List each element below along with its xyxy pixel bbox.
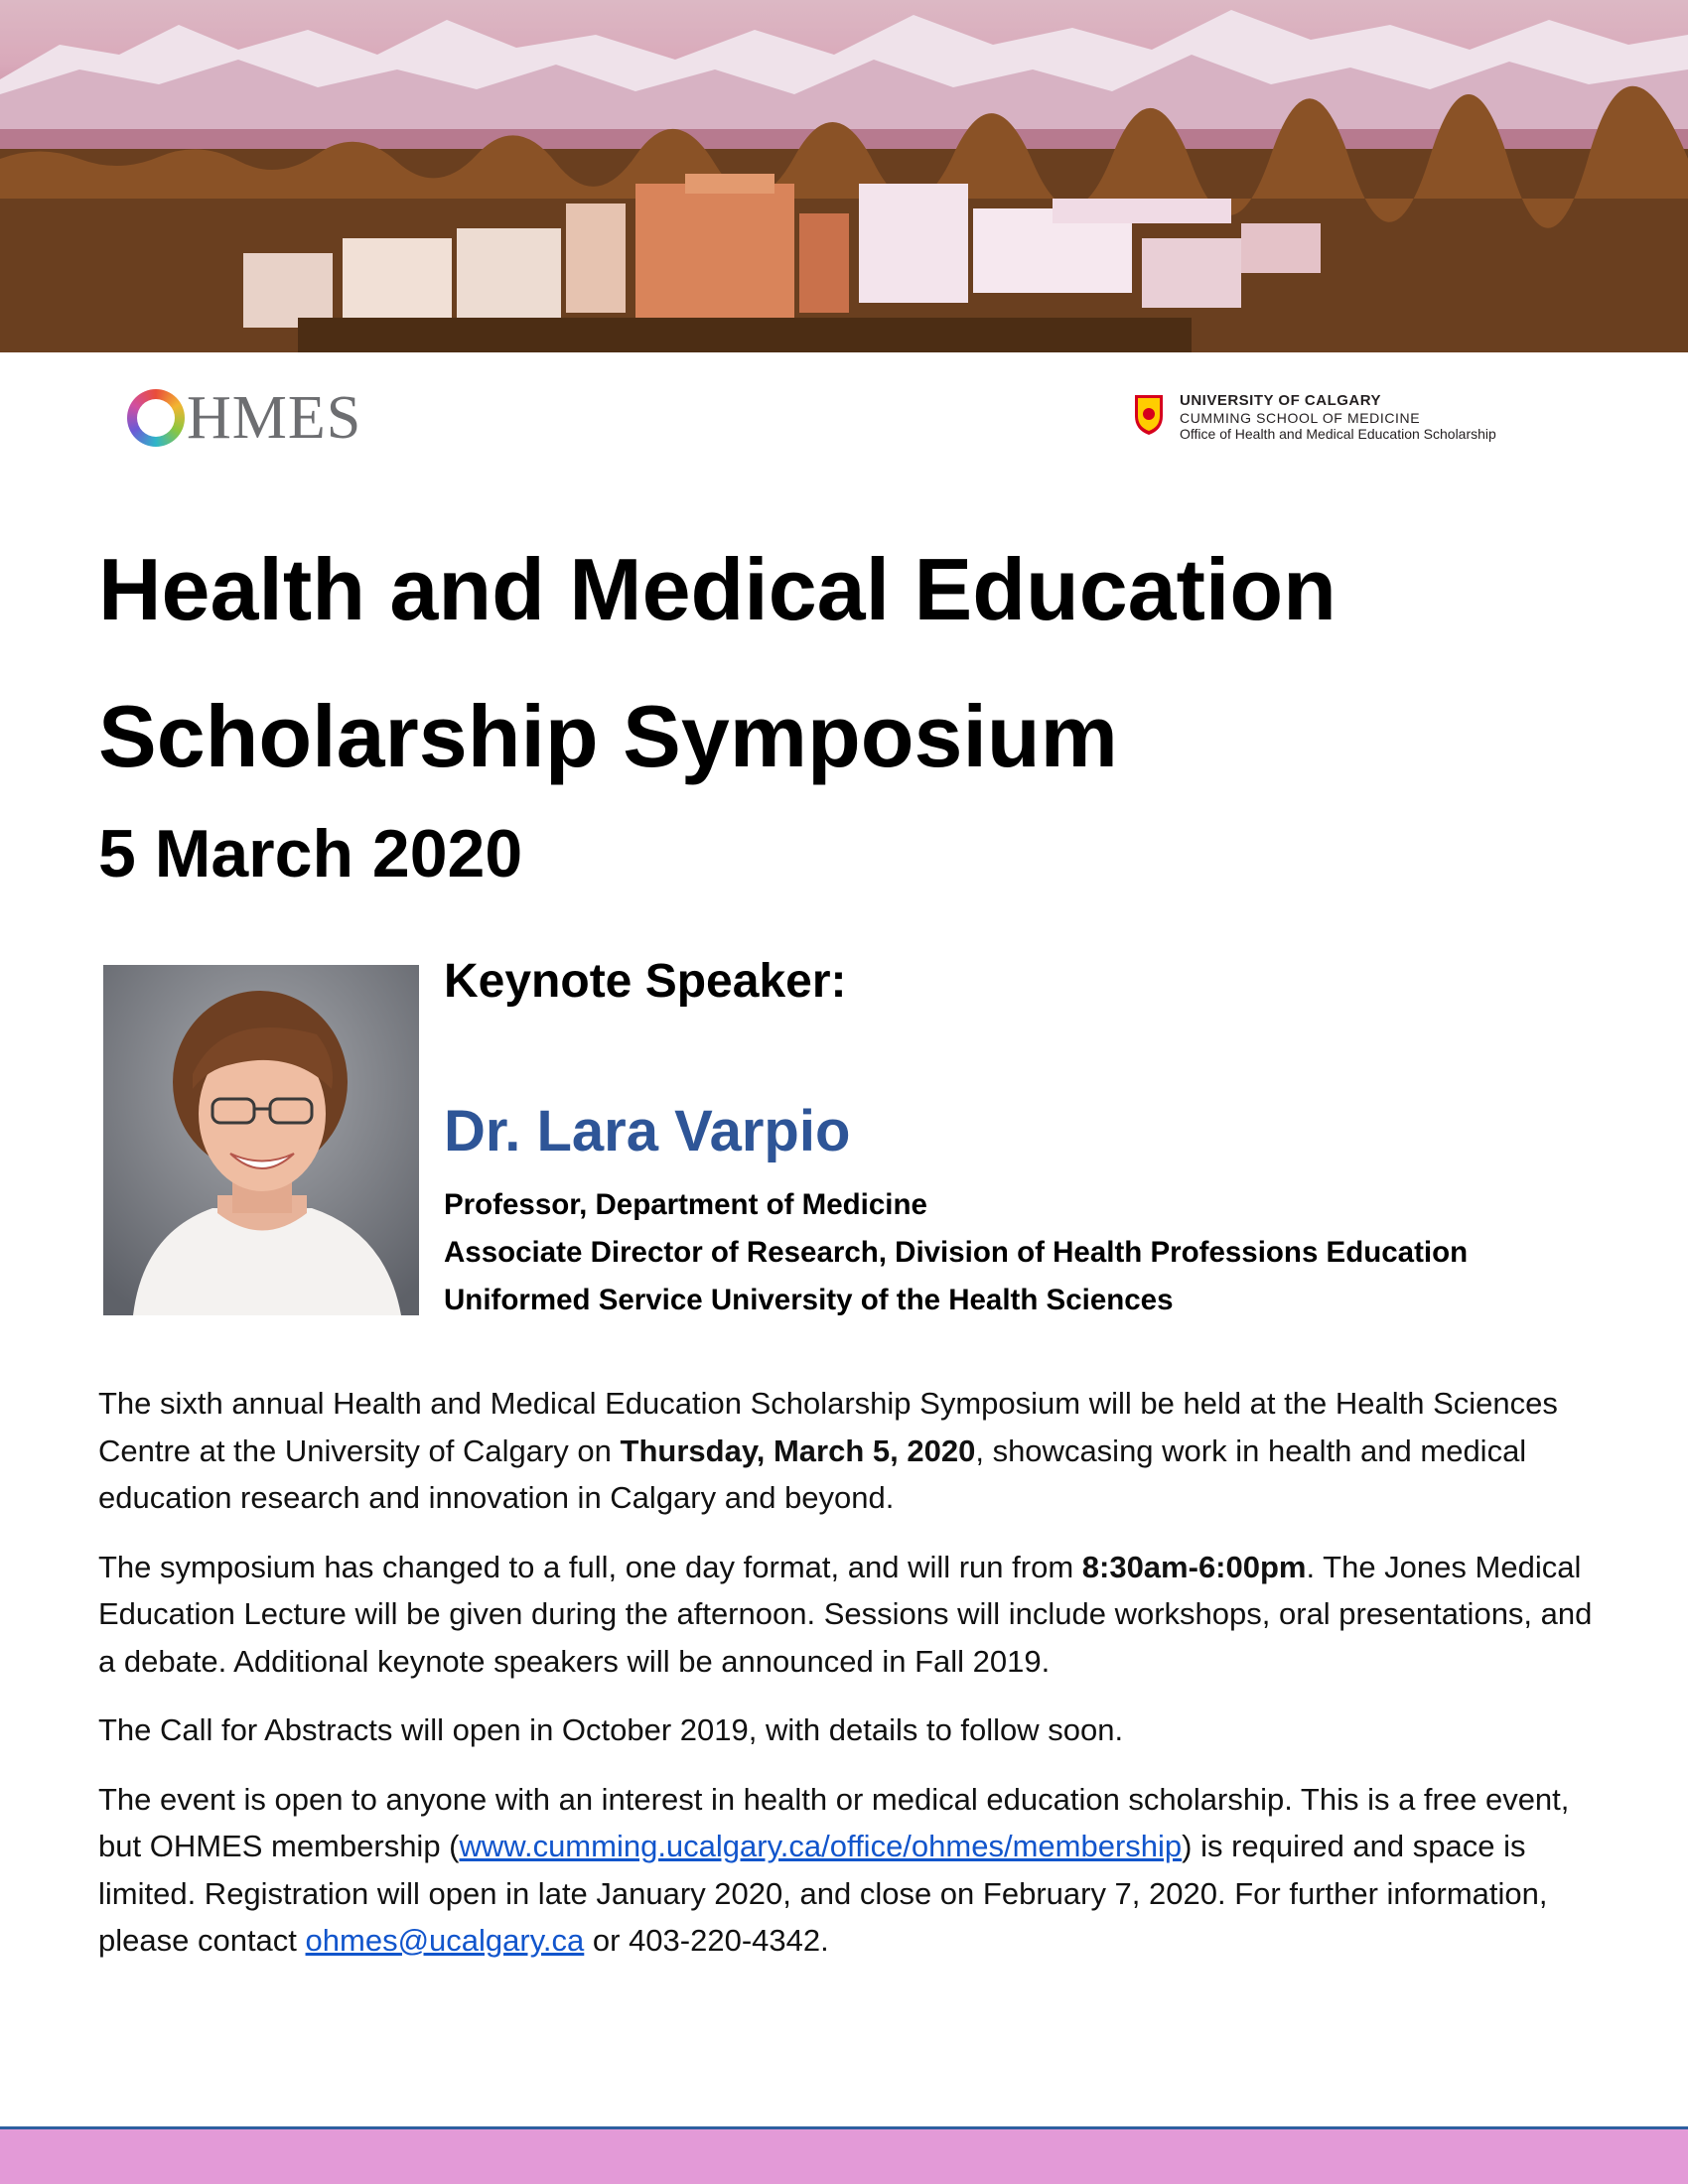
- text: The event is open to anyone with an interest in health or medical education scholarship. This is a free event, but OHMES membership (: [98, 1781, 1570, 1863]
- school-name: CUMMING SCHOOL OF MEDICINE: [1180, 410, 1421, 426]
- email-link[interactable]: ohmes@ucalgary.ca: [305, 1923, 585, 1958]
- speaker-role: Associate Director of Research, Division of Health Professions Education: [444, 1236, 1469, 1269]
- ohmes-logo: [127, 385, 361, 451]
- ucalgary-name: UNIVERSITY OF CALGARY: [1180, 392, 1382, 409]
- speaker-photo: [103, 965, 419, 1315]
- keynote-label: Keynote Speaker:: [444, 955, 847, 1008]
- text: ) is required and space is limited. Registration will open in late January 2020, and close on February 7, 2020. For further information, please contact: [98, 1829, 1548, 1958]
- speaker-name: Dr. Lara Varpio: [444, 1099, 851, 1163]
- banner-illustration: [0, 0, 1688, 352]
- banner-image: [0, 0, 1688, 352]
- office-name: Office of Health and Medical Education Scholarship: [1180, 426, 1496, 442]
- text: , showcasing work in health and medical education research and innovation in Calgary and beyond.: [98, 1433, 1527, 1515]
- speaker-roles: [444, 1181, 1468, 1324]
- paragraph-format: [98, 1544, 1608, 1686]
- ohmes-ring-icon: [127, 389, 185, 447]
- event-description: [98, 1380, 1608, 1986]
- speaker-portrait: [103, 965, 419, 1315]
- page-title: Health and Medical Education Scholarship Symposium: [98, 540, 1336, 785]
- text: The sixth annual Health and Medical Education Scholarship Symposium will be held at the Health Sciences Centre at the University of Calgary on: [98, 1386, 1558, 1468]
- paragraph-abstracts: The Call for Abstracts will open in October 2019, with details to follow soon.: [98, 1712, 1124, 1747]
- text: or 403-220-4342.: [584, 1923, 829, 1958]
- membership-link[interactable]: www.cumming.ucalgary.ca/office/ohmes/membership: [459, 1829, 1183, 1863]
- speaker-role: Uniformed Service University of the Health Sciences: [444, 1284, 1174, 1316]
- text: . The Jones Medical Education Lecture will be given during the afternoon. Sessions will include workshops, oral presentations, and a debate. Additional keynote speakers will be announced in Fall 2019.: [98, 1549, 1593, 1679]
- footer-bar: [0, 2126, 1688, 2184]
- event-date: 5 March 2020: [98, 816, 523, 891]
- paragraph-intro: [98, 1380, 1608, 1522]
- event-time: 8:30am-6:00pm: [1081, 1549, 1307, 1584]
- ucalgary-shield-icon: [1134, 394, 1164, 436]
- event-day: Thursday, March 5, 2020: [620, 1433, 976, 1468]
- ucalgary-logo: [1134, 392, 1496, 442]
- paragraph-registration: [98, 1776, 1608, 1965]
- ohmes-logo-text: HMES: [187, 384, 362, 452]
- text: The symposium has changed to a full, one day format, and will run from: [98, 1549, 1082, 1584]
- speaker-role: Professor, Department of Medicine: [444, 1188, 927, 1221]
